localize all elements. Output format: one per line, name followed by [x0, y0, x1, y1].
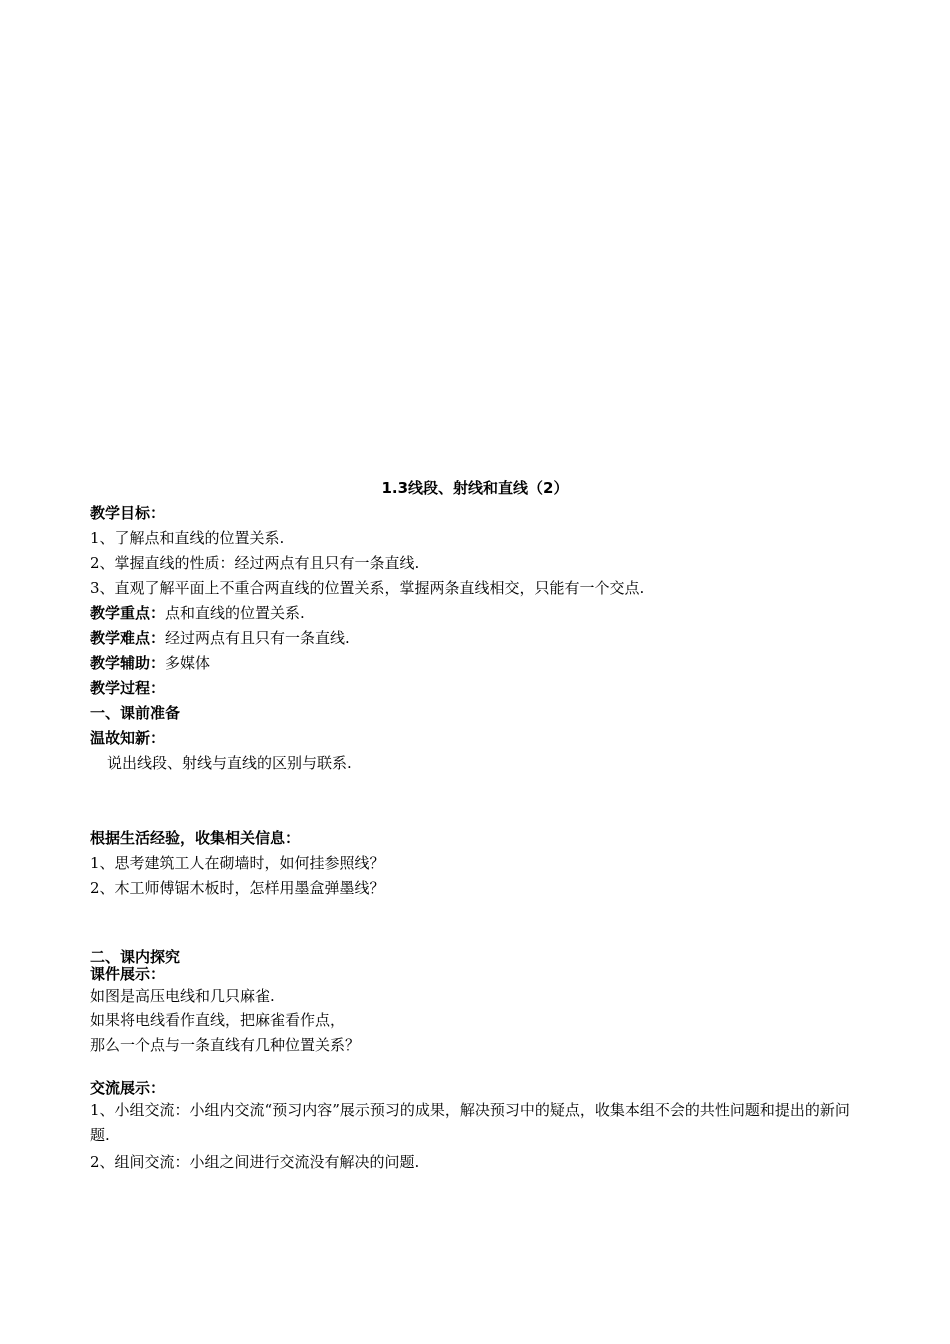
life-heading: 根据生活经验，收集相关信息： [90, 829, 301, 847]
aids-text: 多媒体 [165, 654, 211, 672]
difficult-point-text: 经过两点有且只有一条直线. [165, 629, 350, 647]
key-point-label: 教学重点： [90, 604, 166, 622]
objective-item-3: 3、直观了解平面上不重合两直线的位置关系，掌握两条直线相交，只能有一个交点. [90, 579, 645, 597]
courseware-heading: 课件展示： [90, 965, 166, 983]
key-point-text: 点和直线的位置关系. [165, 604, 305, 622]
exchange-heading: 交流展示： [90, 1079, 166, 1097]
exchange-item-1: 1、小组交流：小组内交流“预习内容”展示预习的成果，解决预习中的疑点，收集本组不会的共性问题和提出的新问题. [90, 1101, 850, 1144]
life-item-2: 2、木工师傅锯木板时，怎样用墨盒弹墨线？ [90, 879, 385, 897]
exchange-item-2: 2、组间交流：小组之间进行交流没有解决的问题. [90, 1153, 420, 1171]
process-heading: 教学过程： [90, 679, 166, 697]
difficult-point-row [90, 628, 350, 648]
courseware-line-3: 那么一个点与一条直线有几种位置关系？ [90, 1036, 361, 1054]
aids-label: 教学辅助： [90, 654, 166, 672]
courseware-line-2: 如果将电线看作直线，把麻雀看作点， [90, 1011, 346, 1029]
life-item-1: 1、思考建筑工人在砌墙时，如何挂参照线？ [90, 854, 385, 872]
objectives-heading: 教学目标： [90, 504, 166, 522]
lesson-title: 1.3线段、射线和直线（2） [381, 479, 569, 497]
key-point-row [90, 603, 305, 623]
objective-item-2: 2、掌握直线的性质：经过两点有且只有一条直线. [90, 554, 420, 572]
courseware-line-1: 如图是高压电线和几只麻雀. [90, 987, 275, 1005]
review-heading: 温故知新： [90, 729, 166, 747]
objective-item-1: 1、了解点和直线的位置关系. [90, 529, 285, 547]
section1-heading: 一、课前准备 [90, 704, 181, 722]
review-text: 说出线段、射线与直线的区别与联系. [107, 754, 352, 772]
section2-heading: 二、课内探究 [90, 948, 181, 966]
difficult-point-label: 教学难点： [90, 629, 166, 647]
aids-row [90, 653, 210, 673]
